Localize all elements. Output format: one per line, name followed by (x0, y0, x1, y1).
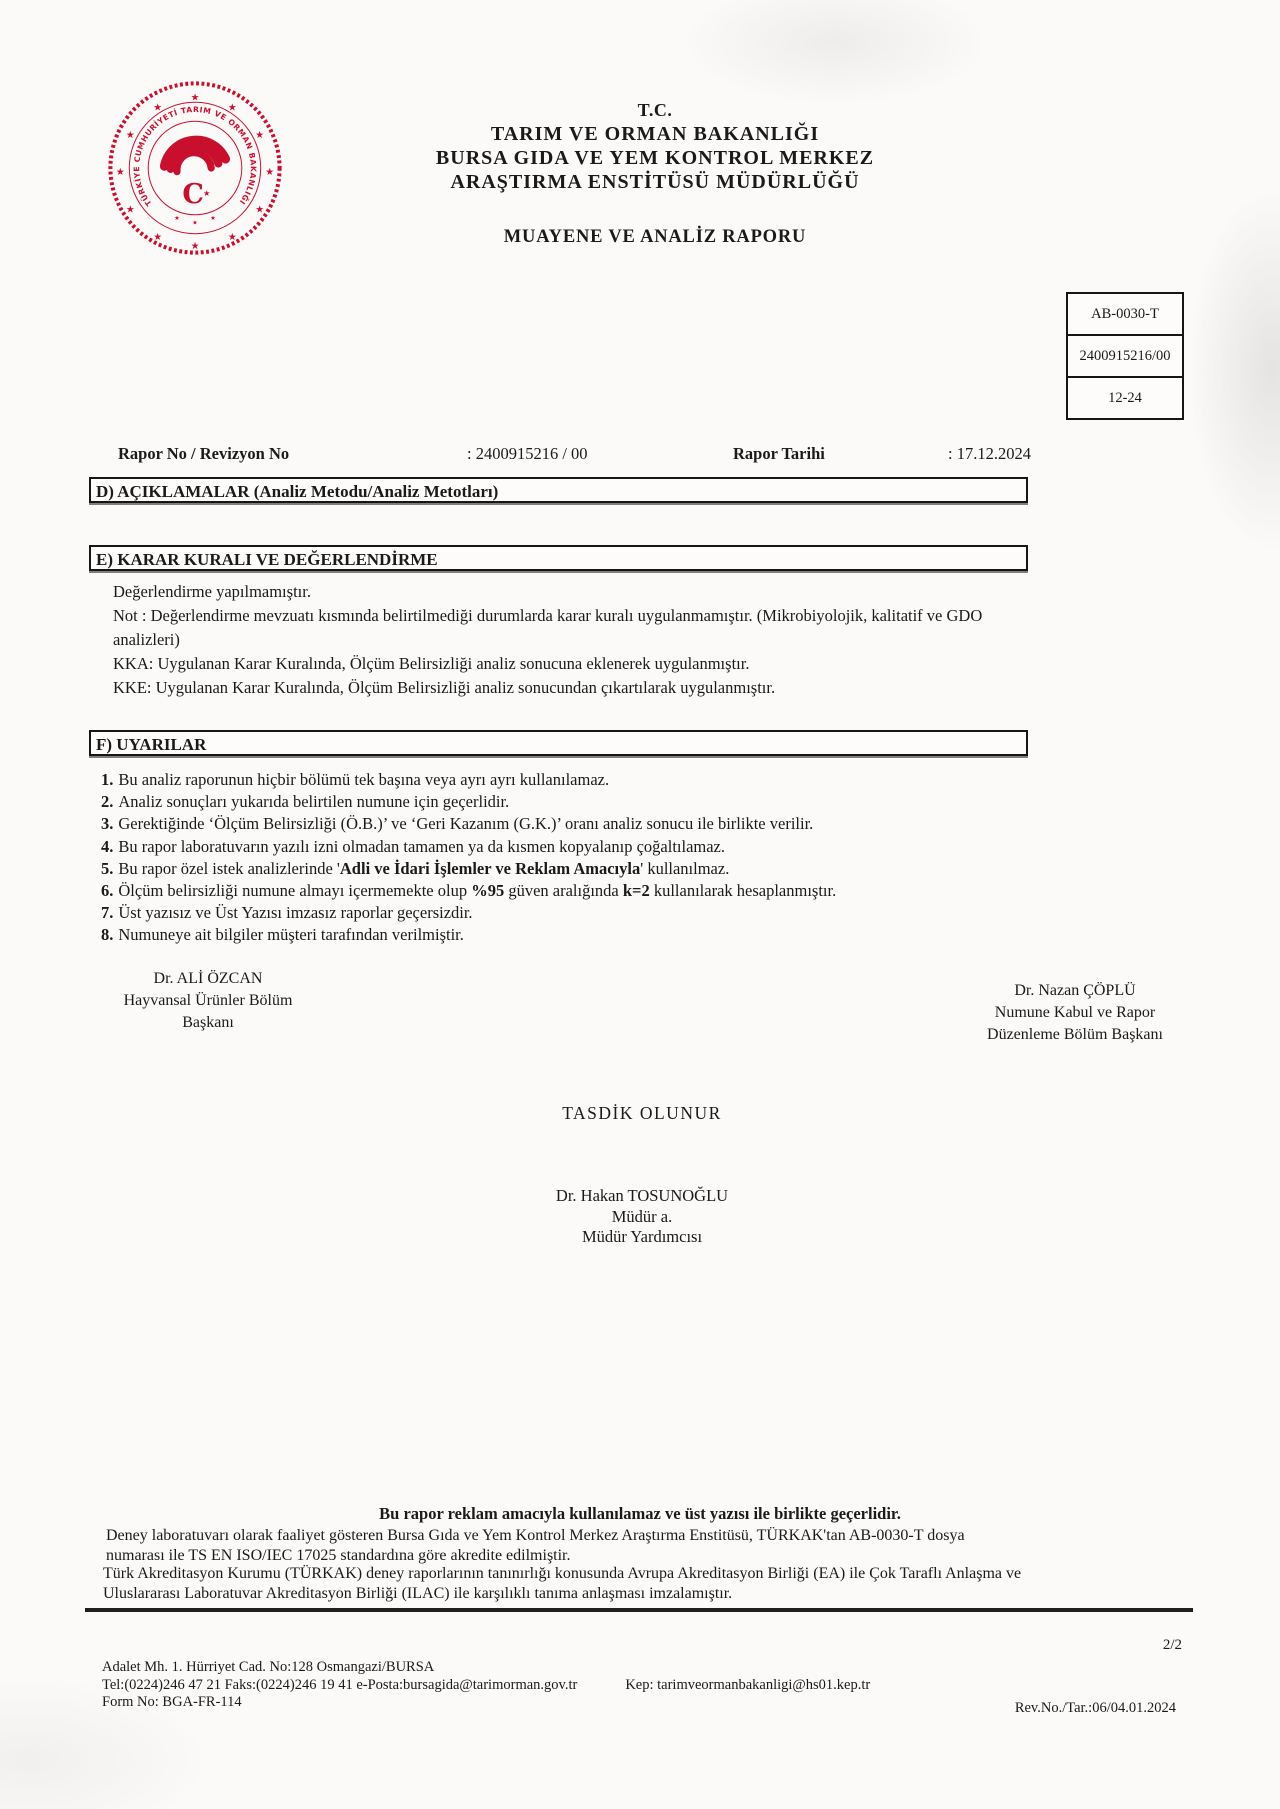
warning-number: 7. (101, 903, 114, 923)
kke-definition: KKE: Uygulanan Karar Kuralında, Ölçüm Belirsizliği analiz sonucundan çıkartılarak uygulanmıştır. (113, 678, 776, 697)
warnings-list (101, 769, 1041, 947)
document-title: MUAYENE VE ANALİZ RAPORU (503, 227, 807, 247)
signature-right (950, 980, 1200, 1046)
warning-number: 4. (101, 836, 114, 856)
signer-title-line2: Düzenleme Bölüm Başkanı (987, 1026, 1163, 1043)
footer-contact: Tel:(0224)246 47 21 Faks:(0224)246 19 41 e-Posta:bursagida@tarimorman.gov.tr (102, 1676, 578, 1693)
mutual-recognition-paragraph: Türk Akreditasyon Kurumu (TÜRKAK) deney raporlarının tanınırlığı konusunda Avrupa Akreditasyon Birliği (EA) ile Çok Taraflı Anlaşma ve Uluslararası Laboratuvar Akreditasyon Birliği (ILAC) ile karşılıklı tanıma anlaşması imzalamıştır. (103, 1565, 1022, 1602)
warning-item: 1. Bu analiz raporunun hiçbir bölümü tek başına veya ayrı ayrı kullanılamaz. (101, 770, 610, 789)
approver-title-line2: Müdür Yardımcısı (581, 1227, 703, 1246)
kka-definition: KKA: Uygulanan Karar Kuralında, Ölçüm Belirsizliği analiz sonucuna eklenerek uygulanmıştır. (113, 654, 750, 673)
warning-number: 5. (101, 858, 114, 878)
report-date-label: Rapor Tarihi (733, 444, 825, 463)
warning-number: 6. (101, 881, 114, 901)
signer-title-line2: Başkanı (182, 1014, 234, 1031)
accreditation-box (1066, 292, 1184, 420)
period-cell: 12-24 (1066, 376, 1184, 420)
approver-title-line1: Müdür a. (611, 1206, 673, 1226)
institute-name-line2: ARAŞTIRMA ENSTİTÜSÜ MÜDÜRLÜĞÜ (450, 171, 860, 193)
warning-item: 6. Ölçüm belirsizliği numune almayı içermemekte olup %95 güven aralığında k=2 kullanılarak hesaplanmıştır. (101, 881, 837, 901)
footer-contact-line (102, 1677, 1002, 1695)
page-number: 2/2 (1162, 1637, 1182, 1653)
signer-title-line1: Numune Kabul ve Rapor (994, 1004, 1156, 1021)
signer-title-line1: Hayvansal Ürünler Bölüm (123, 992, 293, 1009)
svg-text:★: ★ (255, 129, 265, 141)
footer-kep: Kep: tarimveormanbakanligi@hs01.kep.tr (625, 1676, 871, 1693)
footer-revision: Rev.No./Tar.:06/04.01.2024 (1014, 1700, 1176, 1716)
report-number-cell: 2400915216/00 (1066, 334, 1184, 378)
svg-text:★: ★ (125, 204, 135, 216)
signer-name: Dr. Nazan ÇÖPLÜ (1014, 982, 1136, 999)
warning-item: 2. Analiz sonuçları yukarıda belirtilen numune için geçerlidir. (101, 792, 510, 812)
warning-number: 3. (101, 814, 114, 834)
section-e-heading: E) KARAR KURALI VE DEĞERLENDİRME (89, 545, 1028, 571)
svg-text:★: ★ (153, 102, 163, 114)
footer-form-no: Form No: BGA-FR-114 (102, 1694, 242, 1710)
evaluation-note: Not : Değerlendirme mevzuatı kısmında belirtilmediği durumlarda karar kuralı uygulanmamıştır. (Mikrobiyolojik, kalitatif ve GDO analizleri) (113, 606, 983, 649)
warning-item: 8. Numuneye ait bilgiler müşteri tarafından verilmiştir. (101, 925, 464, 945)
svg-text:★: ★ (210, 215, 216, 223)
signature-left (83, 968, 333, 1034)
svg-text:★: ★ (174, 215, 180, 223)
section-f-heading: F) UYARILAR (89, 730, 1028, 756)
evaluation-line: Değerlendirme yapılmamıştır. (113, 582, 311, 601)
warning-item: 5. Bu rapor özel istek analizlerinde 'Adli ve İdari İşlemler ve Reklam Amacıyla' kullanılmaz. (101, 858, 730, 878)
svg-text:★: ★ (255, 204, 265, 216)
svg-text:★: ★ (227, 102, 237, 114)
accreditation-paragraph: Deney laboratuvarı olarak faaliyet gösteren Bursa Gıda ve Yem Kontrol Merkez Araştırma Enstitüsü, TÜRKAK'tan AB-0030-T dosya numarası ile TS EN ISO/IEC 17025 standardına göre akredite edilmiştir. (106, 1527, 965, 1564)
footer-block (102, 1659, 1002, 1712)
accreditation-code: AB-0030-T (1066, 292, 1184, 336)
warning-item: 4. Bu rapor laboratuvarın yazılı izni olmadan tamamen ya da kısmen kopyalanıp çoğaltılamaz. (101, 836, 725, 856)
warning-number: 2. (101, 792, 114, 812)
signer-name: Dr. ALİ ÖZCAN (153, 970, 263, 987)
warning-item: 3. Gerektiğinde ‘Ölçüm Belirsizliği (Ö.B.)’ ve ‘Geri Kazanım (G.K.)’ oranı analiz sonucu ile birlikte verilir. (101, 814, 814, 834)
svg-text:★: ★ (190, 241, 200, 253)
section-d-heading: D) AÇIKLAMALAR (Analiz Metodu/Analiz Metotları) (89, 477, 1028, 503)
emblem-crescent-star-icon (182, 179, 210, 210)
svg-text:★: ★ (153, 231, 163, 243)
approver-block (477, 1186, 807, 1248)
approver-name: Dr. Hakan TOSUNOĞLU (555, 1186, 729, 1205)
svg-text:★: ★ (227, 231, 237, 243)
bottom-note-bold: Bu rapor reklam amacıyla kullanılamaz ve üst yazısı ile birlikte geçerlidir. (379, 1504, 901, 1523)
svg-text:★: ★ (190, 92, 200, 104)
emblem-fan-icon (164, 140, 225, 171)
approval-title: TASDİK OLUNUR (562, 1103, 722, 1123)
warning-number: 8. (101, 925, 114, 945)
warning-number: 1. (101, 770, 114, 789)
svg-text:★: ★ (192, 219, 198, 227)
section-e-body (113, 580, 1029, 700)
svg-text:C: C (182, 179, 204, 211)
footer-address: Adalet Mh. 1. Hürriyet Cad. No:128 Osmangazi/BURSA (102, 1659, 435, 1675)
ministry-emblem (100, 78, 290, 258)
report-info-row (0, 444, 1280, 466)
warning-item: 7. Üst yazısız ve Üst Yazısı imzasız raporlar geçersizdir. (101, 903, 473, 923)
report-date-value: : 17.12.2024 (948, 444, 1031, 463)
report-no-label: Rapor No / Revizyon No (118, 444, 290, 463)
footer-divider (85, 1608, 1193, 1612)
svg-text:★: ★ (125, 129, 135, 141)
emblem-ring-text: TÜRKİYE CUMHURİYETİ TARIM VE ORMAN BAKANLIĞI (132, 105, 258, 208)
institute-name-line1: BURSA GIDA VE YEM KONTROL MERKEZ (435, 147, 875, 169)
svg-text:★: ★ (265, 167, 275, 179)
state-abbrev: T.C. (637, 100, 673, 120)
svg-text:★: ★ (115, 167, 125, 179)
svg-text:★: ★ (203, 187, 211, 198)
report-no-value: : 2400915216 / 00 (467, 444, 588, 463)
letterhead (330, 98, 980, 249)
ministry-name: TARIM VE ORMAN BAKANLIĞI (490, 123, 820, 145)
